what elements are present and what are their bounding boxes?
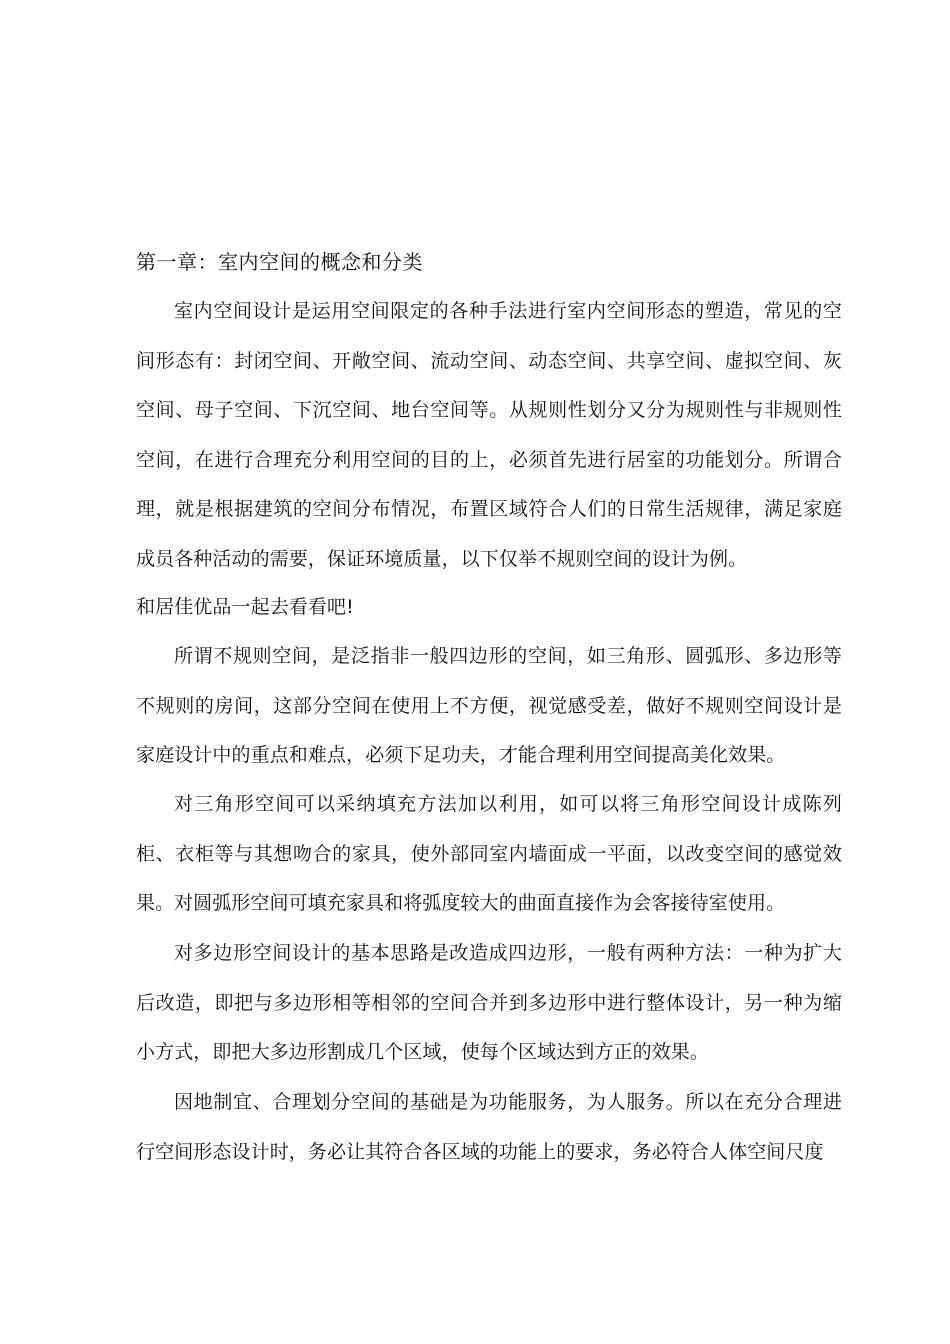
chapter-title: 第一章：室内空间的概念和分类 (136, 250, 423, 274)
paragraph-irregular-space: 所谓不规则空间，是泛指非一般四边形的空间，如三角形、圆弧形、多边形等不规则的房间，这部分空间在使用上不方便，视觉感受差，做好不规则空间设计是家庭设计中的重点和难点，必须下足功夫，才能合理利用空间提高美化效果。 (136, 645, 842, 766)
paragraph-intro: 室内空间设计是运用空间限定的各种手法进行室内空间形态的塑造，常见的空间形态有：封闭空间、开敞空间、流动空间、动态空间、共享空间、虚拟空间、灰空间、母子空间、下沉空间、地台空间等。从规则性划分又分为规则性与非规则性空间，在进行合理充分利用空间的目的上，必须首先进行居室的功能划分。所谓合理，就是根据建筑的空间分布情况，布置区域符合人们的日常生活规律，满足家庭成员各种活动的需要，保证环境质量，以下仅举不规则空间的设计为例。 (136, 300, 842, 570)
paragraph-triangle-space: 对三角形空间可以采纳填充方法加以利用，如可以将三角形空间设计成陈列柜、衣柜等与其想吻合的家具，使外部同室内墙面成一平面，以改变空间的感觉效果。 (136, 793, 842, 914)
paragraph-arc-space: 对圆弧形空间可填充家具和将弧度较大的曲面直接作为会客接待室使用。 (174, 892, 786, 914)
paragraph-promo: 和居佳优品一起去看看吧! (136, 596, 354, 618)
paragraph-functional-division: 因地制宜、合理划分空间的基础是为功能服务，为人服务。所以在充分合理进行空间形态设计时，务必让其符合各区域的功能上的要求，务必符合人体空间尺度 (136, 1091, 842, 1163)
paragraph-polygon-space: 对多边形空间设计的基本思路是改造成四边形，一般有两种方法：一种为扩大后改造，即把与多边形相等相邻的空间合并到多边形中进行整体设计，另一种为缩小方式，即把大多边形割成几个区域，使每个区域达到方正的效果。 (136, 942, 842, 1063)
